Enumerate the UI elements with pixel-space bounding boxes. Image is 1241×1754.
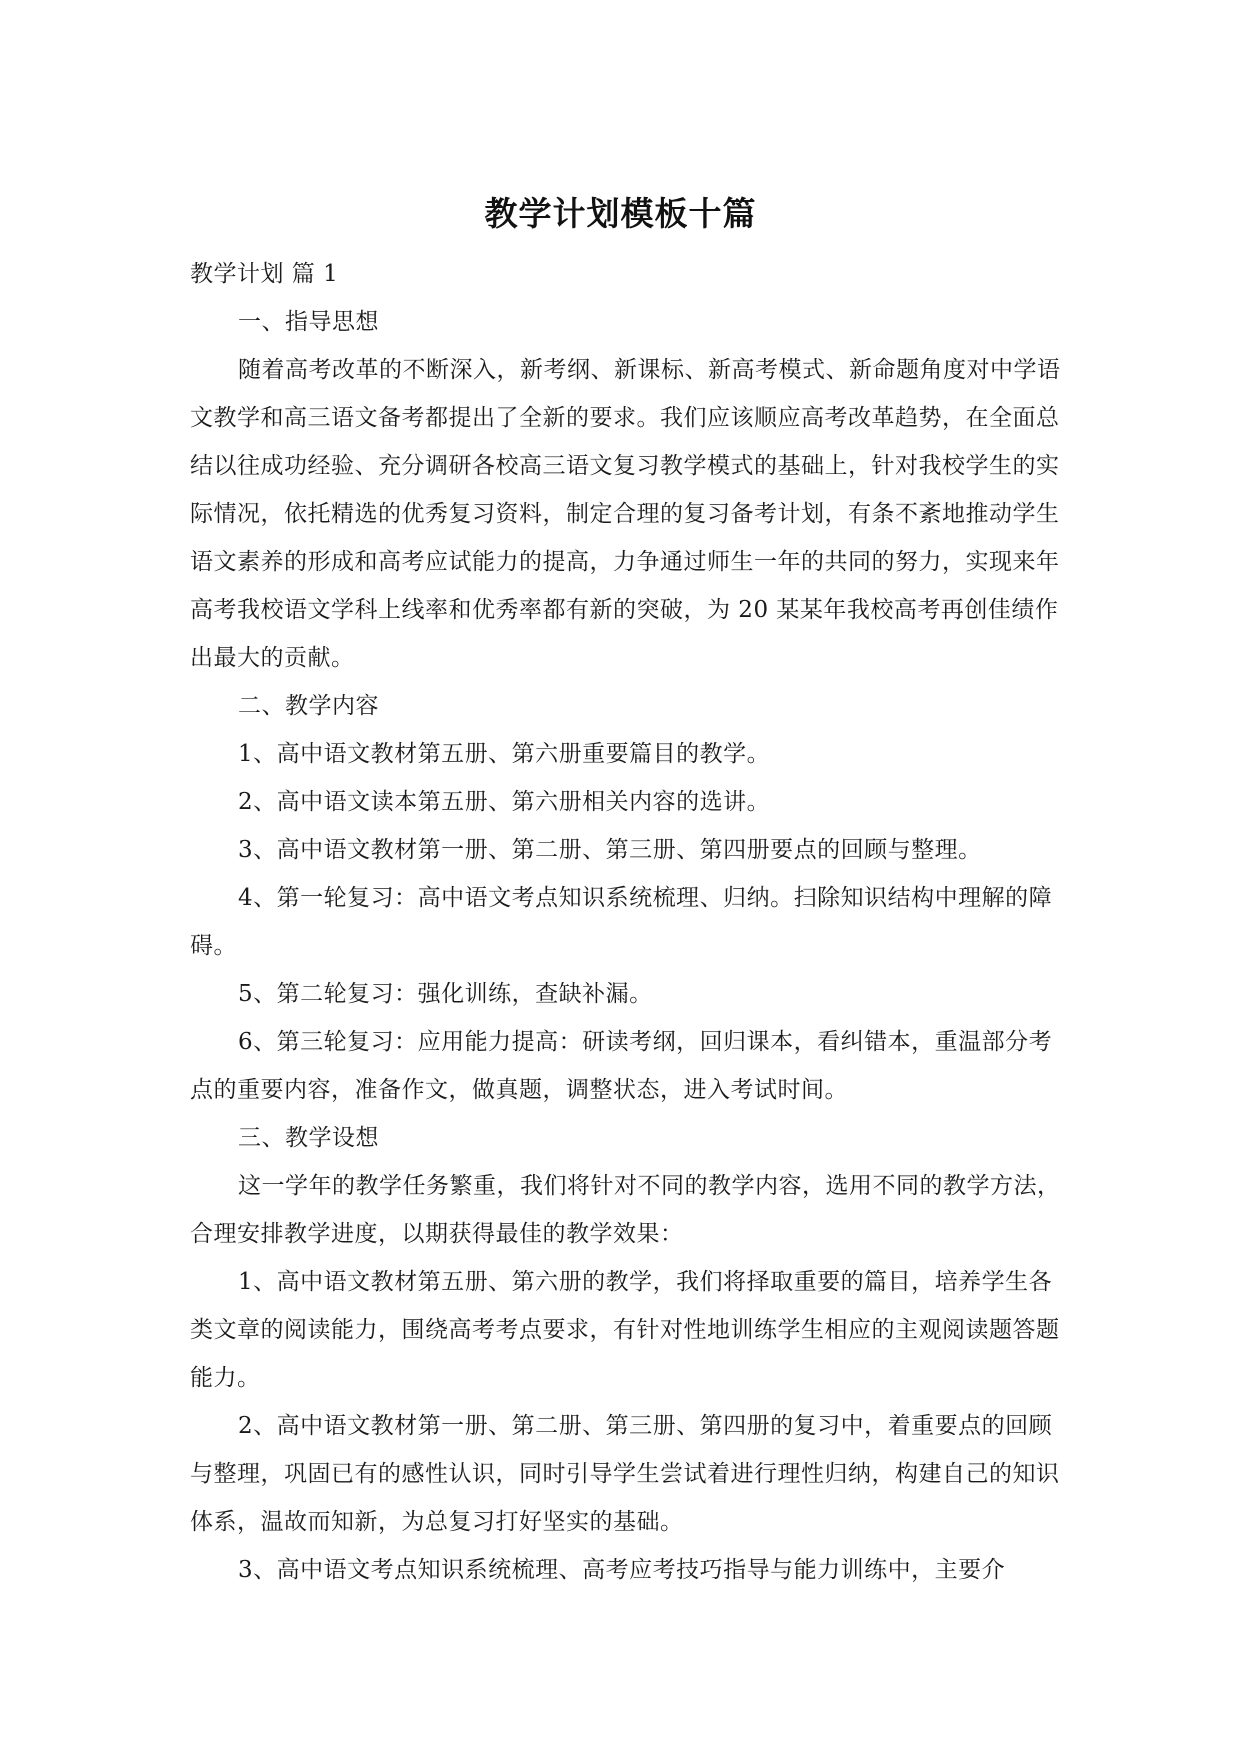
- list-item: 2、高中语文教材第一册、第二册、第三册、第四册的复习中，着重要点的回顾与整理，巩固已有的感性认识，同时引导学生尝试着进行理性归纳，构建自己的知识体系，温故而知新，为总复习打好坚实的基础。: [190, 1413, 1060, 1535]
- section-label: 教学计划 篇 1: [190, 261, 339, 287]
- list-item: 2、高中语文读本第五册、第六册相关内容的选讲。: [238, 789, 771, 815]
- heading-teaching-plan: 三、教学设想: [238, 1125, 379, 1151]
- document-title: 教学计划模板十篇: [484, 194, 757, 233]
- list-item: 5、第二轮复习：强化训练，查缺补漏。: [238, 981, 653, 1007]
- heading-teaching-content: 二、教学内容: [238, 693, 379, 719]
- list-item: 3、高中语文考点知识系统梳理、高考应考技巧指导与能力训练中，主要介: [238, 1557, 1006, 1583]
- list-item: 4、第一轮复习：高中语文考点知识系统梳理、归纳。扫除知识结构中理解的障碍。: [190, 885, 1053, 959]
- list-item: 1、高中语文教材第五册、第六册的教学，我们将择取重要的篇目，培养学生各类文章的阅读能力，围绕高考考点要求，有针对性地训练学生相应的主观阅读题答题能力。: [190, 1269, 1060, 1391]
- list-item: 1、高中语文教材第五册、第六册重要篇目的教学。: [238, 741, 771, 767]
- document-body: [190, 250, 1070, 1594]
- list-item: 6、第三轮复习：应用能力提高：研读考纲，回归课本，看纠错本，重温部分考点的重要内容，准备作文，做真题，调整状态，进入考试时间。: [190, 1029, 1053, 1103]
- paragraph: 这一学年的教学任务繁重，我们将针对不同的教学内容，选用不同的教学方法，合理安排教学进度，以期获得最佳的教学效果：: [190, 1173, 1061, 1247]
- heading-guiding-ideology: 一、指导思想: [238, 309, 379, 335]
- list-item: 3、高中语文教材第一册、第二册、第三册、第四册要点的回顾与整理。: [238, 837, 982, 863]
- paragraph: 随着高考改革的不断深入，新考纲、新课标、新高考模式、新命题角度对中学语文教学和高三语文备考都提出了全新的要求。我们应该顺应高考改革趋势，在全面总结以往成功经验、充分调研各校高三语文复习教学模式的基础上，针对我校学生的实际情况，依托精选的优秀复习资料，制定合理的复习备考计划，有条不紊地推动学生语文素养的形成和高考应试能力的提高，力争通过师生一年的共同的努力，实现来年高考我校语文学科上线率和优秀率都有新的突破，为 20 某某年我校高考再创佳绩作出最大的贡献。: [190, 357, 1061, 671]
